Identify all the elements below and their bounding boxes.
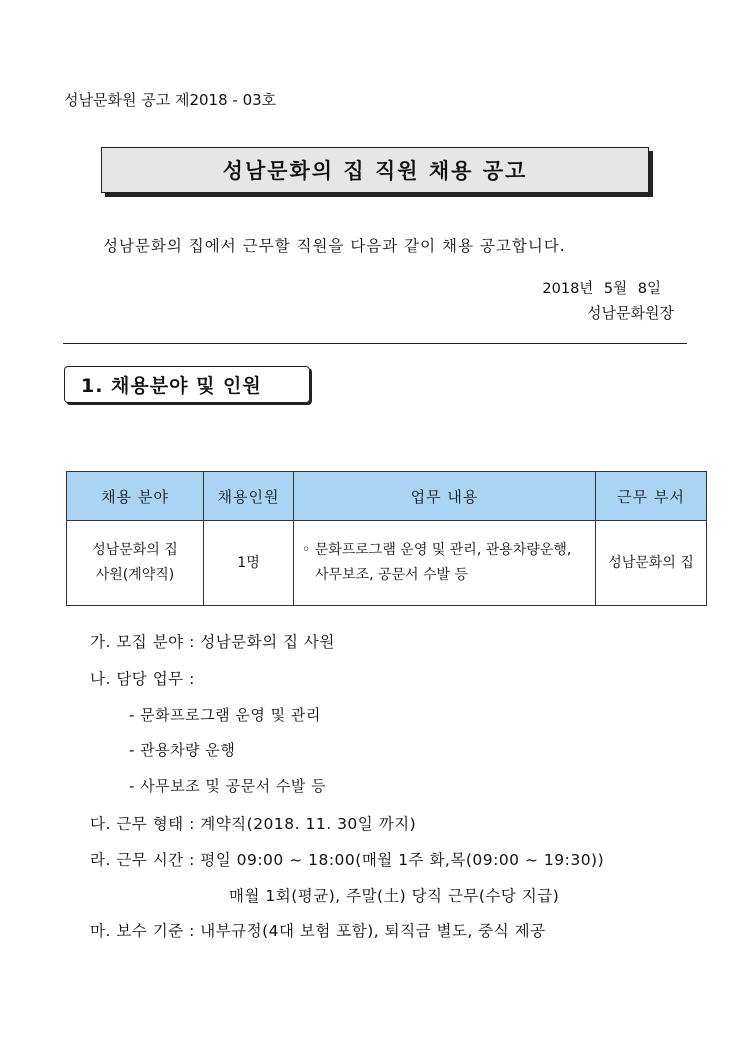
item-ga: 가. 모집 분야 : 성남문화의 집 사원 — [90, 633, 335, 651]
table-header-row — [67, 472, 707, 521]
na-subitem-2: - 관용차량 운행 — [129, 741, 236, 759]
item-ra: 라. 근무 시간 : 평일 09:00 ~ 18:00(매월 1주 화,목(09:00 ~ 19:30)) — [90, 851, 605, 869]
duty-line1: ◦ 문화프로그램 운영 및 관리, 관용차량운행, — [302, 542, 572, 558]
header-count: 채용인원 — [204, 472, 294, 521]
field-line1: 성남문화의 집 — [92, 542, 178, 558]
field-line2: 사원(계약직) — [95, 567, 175, 583]
na-subitem-3: - 사무보조 및 공문서 수발 등 — [129, 777, 327, 795]
hiring-table — [66, 471, 707, 606]
item-ra-continued: 매월 1회(평균), 주말(土) 당직 근무(수당 지급) — [229, 887, 560, 905]
table-row — [67, 521, 707, 606]
item-da: 다. 근무 형태 : 계약직(2018. 11. 30일 까지) — [90, 815, 417, 833]
cell-duty — [294, 521, 596, 606]
header-duty: 업무 내용 — [294, 472, 596, 521]
na-subitem-1: - 문화프로그램 운영 및 관리 — [129, 706, 321, 724]
item-na: 나. 담당 업무 : — [90, 670, 195, 688]
header-department: 근무 부서 — [596, 472, 707, 521]
section-heading: 1. 채용분야 및 인원 — [64, 366, 310, 403]
cell-department: 성남문화의 집 — [596, 521, 707, 606]
duty-line2: 사무보조, 공문서 수발 등 — [315, 567, 469, 583]
issuer-name: 성남문화원장 — [587, 304, 674, 322]
cell-count: 1명 — [204, 521, 294, 606]
notice-number: 성남문화원 공고 제2018 - 03호 — [64, 91, 277, 109]
intro-text: 성남문화의 집에서 근무할 직원을 다음과 같이 채용 공고합니다. — [103, 237, 566, 255]
item-ma: 마. 보수 기준 : 내부규정(4대 보험 포함), 퇴직금 별도, 중식 제공 — [90, 922, 546, 940]
page-title: 성남문화의 집 직원 채용 공고 — [101, 147, 649, 193]
notice-date: 2018년 5월 8일 — [542, 281, 661, 297]
cell-field — [67, 521, 204, 606]
header-field: 채용 분야 — [67, 472, 204, 521]
divider-line — [63, 343, 687, 344]
